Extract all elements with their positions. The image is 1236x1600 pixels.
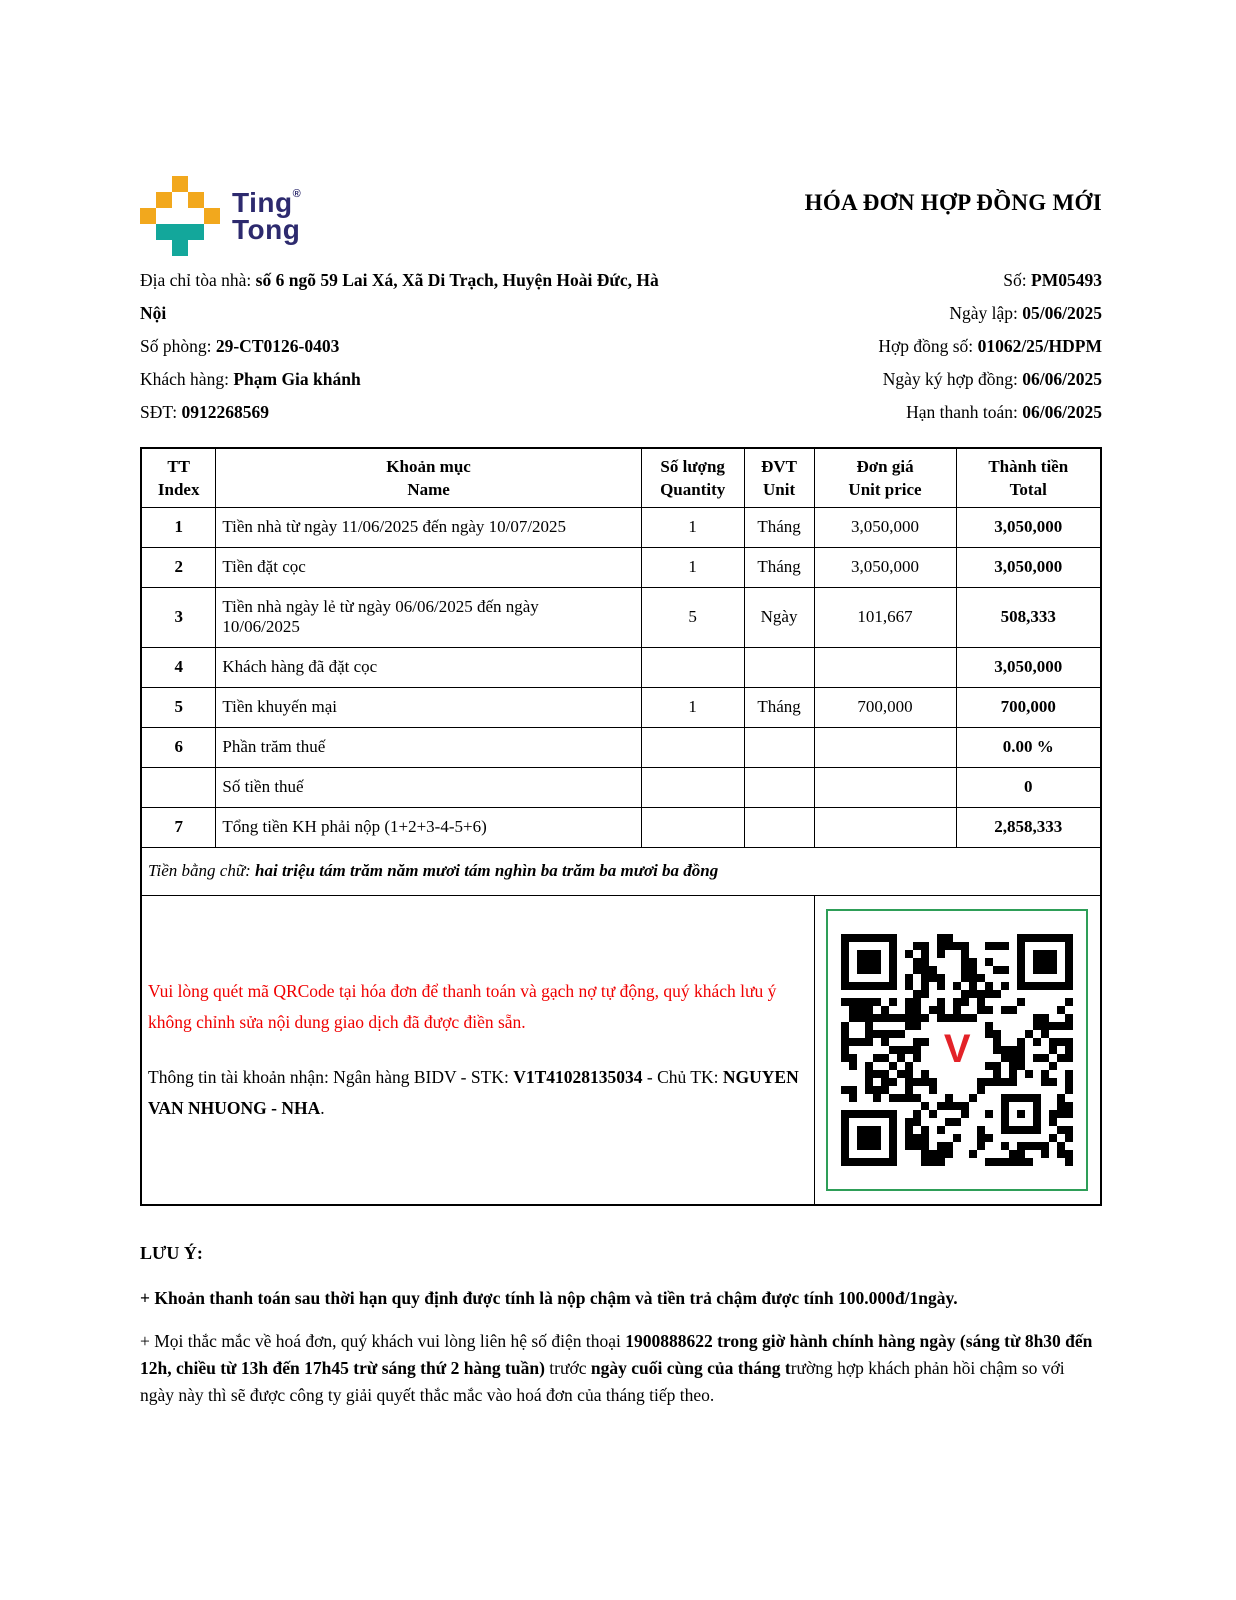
item-name: Số tiền thuế [222,777,304,796]
cell-unit-price: 3,050,000 [814,547,956,587]
cell-unit: Tháng [744,547,814,587]
header-name-en: Name [407,479,450,499]
cell-index: 3 [141,587,216,647]
table-row [141,587,1101,647]
logo-pixel [172,176,188,192]
account-holder-label: - Chủ TK: [642,1066,723,1087]
table-row [141,647,1101,687]
cell-index: 6 [141,727,216,767]
sign-date-label: Ngày ký hợp đồng: [882,369,1023,389]
invoice-meta [878,264,1102,429]
header-unit-en: Unit [763,479,796,499]
cell-total: 0 [956,767,1101,807]
bank-account-info [148,1062,808,1124]
cell-unit: Tháng [744,687,814,727]
logo-wordmark [232,189,301,243]
table-row [141,727,1101,767]
logo-pixel [140,208,156,224]
table-row [141,547,1101,587]
account-holder: NGUYEN VAN NHUONG - NHA [148,1066,799,1118]
notes-heading: LƯU Ý: [140,1243,203,1263]
amount-in-words-value: hai triệu tám trăm năm mươi tám nghìn ba trăm ba mươi ba đồng [255,861,719,880]
item-name: Tổng tiền KH phải nộp (1+2+3-4-5+6) [222,817,487,836]
cell-quantity [641,727,744,767]
support-deadline: ngày cuối cùng của tháng t [590,1358,791,1378]
item-name: Phần trăm thuế [222,737,326,756]
cell-unit [744,767,814,807]
item-name: Tiền nhà ngày lẻ từ ngày 06/06/2025 đến ngày 10/06/2025 [222,597,539,636]
cell-name [216,807,641,847]
table-row [141,687,1101,727]
cell-unit: Ngày [744,587,814,647]
cell-total: 0.00 % [956,727,1101,767]
cell-unit-price [814,647,956,687]
support-note-text: + Mọi thắc mắc về hoá đơn, quý khách vui lòng liên hệ số điện thoại [140,1331,626,1351]
customer-label: Khách hàng: [140,369,234,389]
cell-quantity: 1 [641,547,744,587]
cell-total: 700,000 [956,687,1101,727]
cell-total: 3,050,000 [956,547,1101,587]
contract-number-value: 01062/25/HDPM [977,336,1102,356]
sign-date-value: 06/06/2025 [1022,369,1102,389]
item-name: Tiền nhà từ ngày 11/06/2025 đến ngày 10/07/2025 [222,517,567,536]
customer-info [140,264,685,429]
customer-name [140,363,685,396]
invoice-number [878,264,1102,297]
table-row [141,767,1101,807]
header-unit-vi: ĐVT [761,456,798,476]
header-index-vi: TT [167,456,191,476]
cell-unit-price [814,727,956,767]
due-date [878,396,1102,429]
amount-in-words-row [141,847,1101,895]
invoice-info [140,264,1102,429]
invoice-content [140,176,1102,1409]
invoice-number-value: PM05493 [1031,270,1102,290]
cell-index: 7 [141,807,216,847]
amount-in-words-label: Tiền bằng chữ: [148,861,256,880]
cell-index: 2 [141,547,216,587]
header-price-vi: Đơn giá [856,456,914,476]
cell-unit-price: 700,000 [814,687,956,727]
support-hotline: 1900888622 trong giờ hành chính hàng ngày (sáng từ 8h30 đến 12h, chiều từ 13h đến 17h45 trừ sáng thứ 2 hàng tuần) [140,1331,1093,1378]
cell-quantity [641,647,744,687]
invoice-number-label: Số: [1003,270,1032,290]
notes-section [140,1240,1102,1409]
logo-pixel [204,208,220,224]
logo-line1: Ting [232,187,293,218]
page-title: HÓA ĐƠN HỢP ĐỒNG MỚI [804,190,1102,215]
header-qty-vi: Số lượng [660,456,725,476]
header-price-en: Unit price [848,479,922,499]
qr-cell [814,895,1101,1205]
logo-pixel [156,192,172,208]
phone-value: 0912268569 [181,402,269,422]
table-row [141,507,1101,547]
cell-quantity: 5 [641,587,744,647]
issue-date [878,297,1102,330]
item-name: Khách hàng đã đặt cọc [222,657,378,676]
table-header-row [141,448,1101,507]
support-note-text: trước [544,1358,591,1378]
cell-index: 4 [141,647,216,687]
col-header-unit [744,448,814,507]
cell-name [216,587,641,647]
address-label: Địa chỉ tòa nhà: [140,270,256,290]
issue-date-value: 05/06/2025 [1022,303,1102,323]
due-date-value: 06/06/2025 [1022,402,1102,422]
qr-payment-notice: Vui lòng quét mã QRCode tại hóa đơn để thanh toán và gạch nợ tự động, quý khách lưu ý không chỉnh sửa nội dung giao dịch đã được điền sẵn. [148,980,777,1032]
company-logo [140,176,301,256]
support-note-text: rường hợp khách phản hồi chậm so với ngày này thì sẽ được công ty giải quyết thắc mắc vào hoá đơn của tháng tiếp theo. [140,1358,1065,1405]
cell-total: 2,858,333 [956,807,1101,847]
invoice-table [140,447,1102,1206]
item-name: Tiền khuyến mại [222,697,337,716]
cell-name [216,727,641,767]
registered-mark: ® [292,188,302,200]
col-header-name [216,448,641,507]
building-address [140,264,685,330]
address-value: số 6 ngõ 59 Lai Xá, Xã Di Trạch, Huyện Hoài Đức, Hà Nội [140,270,659,323]
payment-row [141,895,1101,1205]
cell-unit [744,727,814,767]
issue-date-label: Ngày lập: [949,303,1023,323]
logo-line2: Tong [232,214,301,245]
payment-instructions [141,895,814,1205]
header-index-en: Index [157,479,200,499]
room-label: Số phòng: [140,336,216,356]
cell-name [216,547,641,587]
cell-name [216,687,641,727]
logo-pixel [172,240,188,256]
account-info-label: Thông tin tài khoản nhận: Ngân hàng BIDV - STK: [148,1066,514,1087]
cell-unit-price [814,807,956,847]
customer-phone [140,396,685,429]
col-header-index [141,448,216,507]
late-payment-note: + Khoản thanh toán sau thời hạn quy định được tính là nộp chậm và tiền trả chậm được tính 100.000đ/1ngày. [140,1288,958,1308]
support-note [140,1328,1102,1409]
cell-unit-price: 3,050,000 [814,507,956,547]
customer-value: Phạm Gia khánh [233,369,361,389]
tingtong-logo-icon [140,176,220,256]
header-name-vi: Khoản mục [386,456,471,476]
cell-unit-price: 101,667 [814,587,956,647]
cell-quantity [641,767,744,807]
sign-date [878,363,1102,396]
cell-index: 1 [141,507,216,547]
cell-unit: Tháng [744,507,814,547]
vietqr-logo-icon: V [934,1027,980,1073]
col-header-quantity [641,448,744,507]
account-info-period: . [320,1097,325,1118]
room-number [140,330,685,363]
account-number: V1T41028135034 [513,1066,643,1087]
cell-quantity: 1 [641,507,744,547]
col-header-unit-price [814,448,956,507]
cell-name [216,507,641,547]
logo-pixel [156,224,204,240]
due-date-label: Hạn thanh toán: [906,402,1023,422]
cell-name [216,767,641,807]
qr-code-frame [826,909,1088,1191]
room-value: 29-CT0126-0403 [215,336,340,356]
cell-index [141,767,216,807]
contract-number [878,330,1102,363]
cell-total: 508,333 [956,587,1101,647]
contract-number-label: Hợp đồng số: [878,336,978,356]
header [140,176,1102,256]
header-total-vi: Thành tiền [988,456,1069,476]
amount-in-words [141,847,1101,895]
header-total-en: Total [1009,479,1047,499]
cell-total: 3,050,000 [956,507,1101,547]
cell-quantity [641,807,744,847]
cell-name [216,647,641,687]
cell-quantity: 1 [641,687,744,727]
cell-index: 5 [141,687,216,727]
header-qty-en: Quantity [660,479,726,499]
cell-unit [744,647,814,687]
cell-unit-price [814,767,956,807]
col-header-total [956,448,1101,507]
item-name: Tiền đặt cọc [222,557,306,576]
logo-pixel [188,192,204,208]
cell-total: 3,050,000 [956,647,1101,687]
phone-label: SĐT: [140,402,182,422]
table-row [141,807,1101,847]
cell-unit [744,807,814,847]
